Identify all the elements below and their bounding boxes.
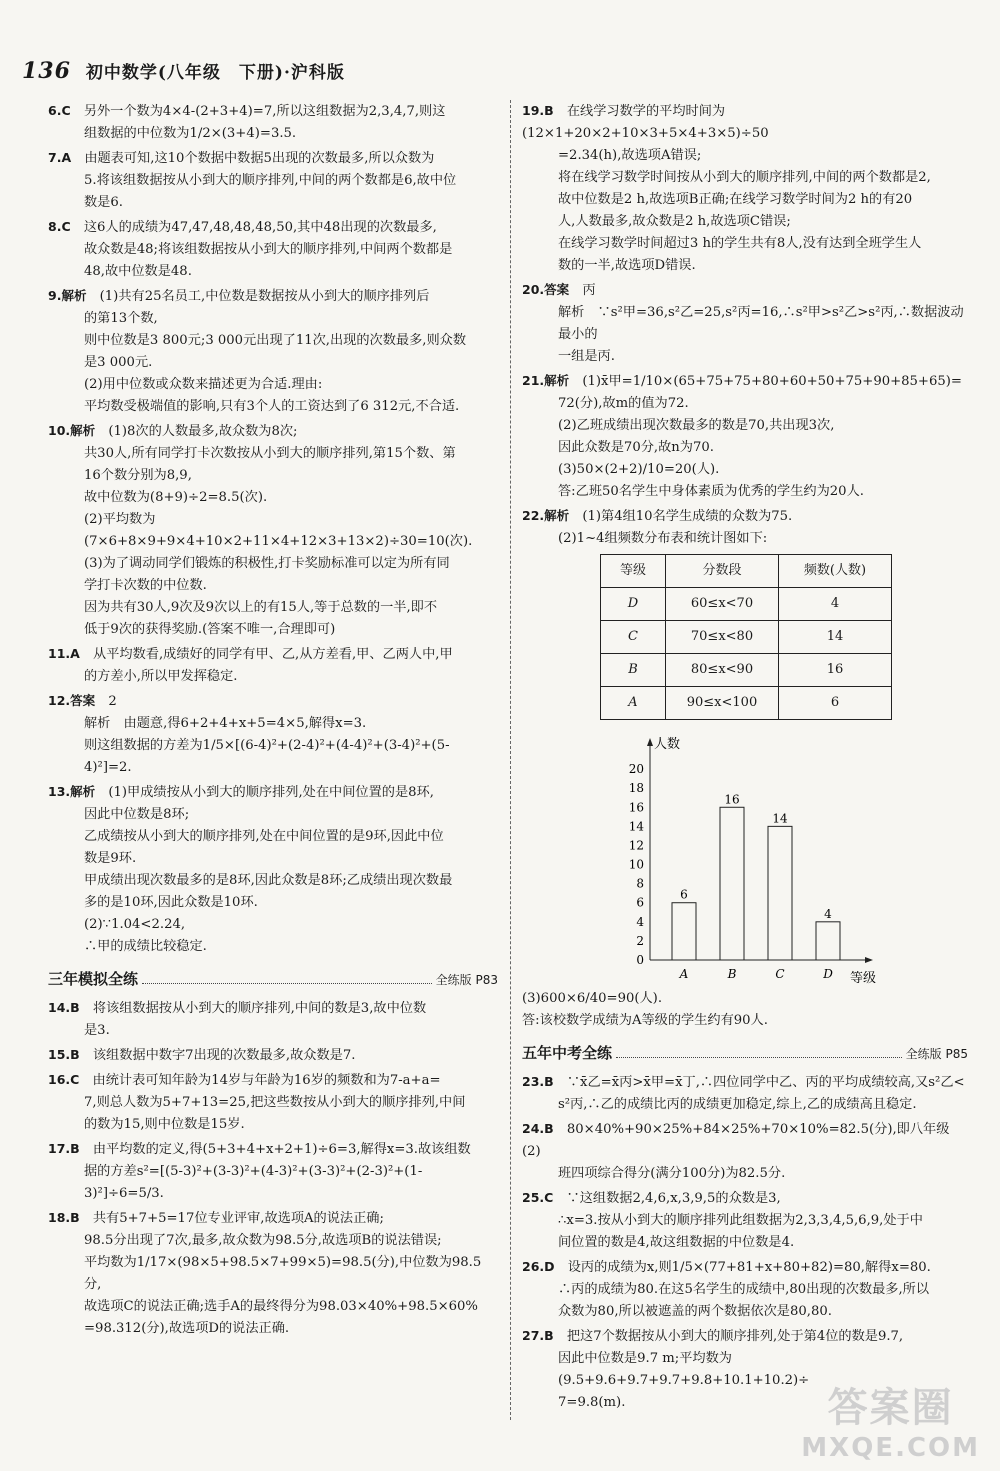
watermark <box>801 1376 980 1463</box>
answer-text: 由平均数的定义,得(5+3+4+x+2+1)÷6=3,解得x=3.故该组数 <box>92 1142 471 1157</box>
bar-value-label: 16 <box>724 792 740 807</box>
answer-item <box>522 1256 968 1323</box>
page-header <box>22 58 345 84</box>
answer-line <box>48 1207 498 1230</box>
bar-B <box>720 807 744 960</box>
answer-line: 故中位数为(8+9)÷2=8.5(次). <box>84 490 268 505</box>
answer-line: ∴甲的成绩比较稳定. <box>84 939 207 954</box>
answer-item <box>48 1207 498 1340</box>
answer-text: 2 <box>108 694 117 709</box>
answer-line: 48,故中位数是48. <box>84 264 192 279</box>
answer-line <box>48 216 498 239</box>
answer-line: 解析 由题意,得6+2+4+x+5=4×5,解得x=3. <box>84 716 367 731</box>
answer-line: 答:乙班50名学生中身体素质为优秀的学生约为20人. <box>558 484 864 499</box>
answer-number: 6.C <box>48 103 71 118</box>
y-tick-label: 8 <box>636 876 644 891</box>
answer-line: (2)乙班成绩出现次数最多的数是70,共出现3次, <box>558 418 835 433</box>
table-cell: 60≤x<70 <box>666 588 779 621</box>
answer-line: 5.将该组数据按从小到大的顺序排列,中间的两个数都是6,故中位 <box>84 173 457 188</box>
answer-line: (2)用中位数或众数来描述更为合适.理由: <box>84 377 323 392</box>
answer-number: 14.B <box>48 1000 80 1015</box>
answer-text: 丙 <box>582 283 596 298</box>
answer-line: (3)50×(2+2)/10=20(人). <box>558 462 720 477</box>
table-cell: 90≤x<100 <box>666 687 779 720</box>
answer-line: (2)平均数为(7×6+8×9+9×4+10×2+11×4+12×3+13×2)÷30=10(次). <box>84 512 473 549</box>
answer-item <box>48 643 498 688</box>
answer-line <box>522 505 968 528</box>
answer-number: 8.C <box>48 219 71 234</box>
answer-line: =98.312(分),故选项D的说法正确. <box>84 1321 290 1336</box>
table-cell: 70≤x<80 <box>666 621 779 654</box>
answer-item <box>522 1071 968 1116</box>
answer-line: 则这组数据的方差为1/5×[(6-4)²+(2-4)²+(4-4)²+(3-4)²+(5- <box>84 738 450 753</box>
answer-text: 在线学习数学的平均时间为(12×1+20×2+10×3+5×4+3×5)÷50 <box>522 104 769 141</box>
answer-text: 该组数据中数字7出现的次数最多,故众数是7. <box>92 1048 356 1063</box>
answer-item <box>522 505 968 550</box>
answer-line: 是3 000元. <box>84 355 153 370</box>
table-cell: 16 <box>779 654 892 687</box>
answer-line: 答:该校数学成绩为A等级的学生约有90人. <box>522 1013 768 1028</box>
answer-line <box>48 1138 498 1161</box>
answer-line: 因此中位数是9.7 m;平均数为(9.5+9.6+9.7+9.7+9.8+10.1+10.2)÷ <box>558 1351 810 1388</box>
answer-text: ∵x̄乙=x̄丙>x̄甲=x̄丁,∴四位同学中乙、丙的平均成绩较高,又s²乙< <box>566 1075 965 1090</box>
table-cell: C <box>601 621 666 654</box>
answer-number: 27.B <box>522 1328 554 1343</box>
y-tick-label: 16 <box>628 800 644 815</box>
answer-number: 7.A <box>48 150 72 165</box>
answer-line: 故中位数是2 h,故选项B正确;在线学习数学时间为2 h的有20 <box>558 192 913 207</box>
answer-number: 20.答案 <box>522 282 570 297</box>
answer-text: 将该组数据按从小到大的顺序排列,中间的数是3,故中位数 <box>92 1001 427 1016</box>
answer-line <box>48 1069 498 1092</box>
answer-line: s²丙,∴乙的成绩比丙的成绩更加稳定,综上,乙的成绩高且稳定. <box>558 1097 917 1112</box>
answer-item <box>48 420 498 641</box>
answer-line: 将在线学习数学时间按从小到大的顺序排列,中间的两个数都是2, <box>558 170 931 185</box>
y-tick-label: 20 <box>628 762 644 777</box>
answer-line <box>522 1256 968 1279</box>
table-row <box>601 621 892 654</box>
answer-line: 故众数是48;将该组数据按从小到大的顺序排列,中间两个数都是 <box>84 242 453 257</box>
table-cell: D <box>601 588 666 621</box>
table-cell: A <box>601 687 666 720</box>
answer-text: 80×40%+90×25%+84×25%+70×10%=82.5(分),即八年级(2) <box>522 1122 950 1159</box>
answer-item <box>522 370 968 503</box>
answer-number: 18.B <box>48 1210 80 1225</box>
answer-line: (2)∵1.04<2.24, <box>84 917 186 932</box>
answer-line: ∴x=3.按从小到大的顺序排列此组数据为2,3,3,4,5,6,9,处于中 <box>558 1213 923 1228</box>
answer-line <box>48 147 498 170</box>
answer-line: 甲成绩出现次数最多的是8环,因此众数是8环;乙成绩出现次数最 <box>84 873 453 888</box>
answer-item <box>48 1044 498 1067</box>
answer-line: 7,则总人数为5+7+13=25,把这些数按从小到大的顺序排列,中间 <box>84 1095 466 1110</box>
answer-line: 组数据的中位数为1/2×(3+4)=3.5. <box>84 126 297 141</box>
answer-line: 多的是10环,因此众数是10环. <box>84 895 258 910</box>
answer-line: 人,人数最多,故众数是2 h,故选项C错误; <box>558 214 791 229</box>
answer-number: 10.解析 <box>48 423 96 438</box>
answer-number: 11.A <box>48 646 80 661</box>
answer-item <box>522 279 968 368</box>
bar-C <box>768 826 792 960</box>
answer-line <box>522 1118 968 1163</box>
answer-text: 这6人的成绩为47,47,48,48,48,50,其中48出现的次数最多, <box>83 220 437 235</box>
section-title: 三年模拟全练 <box>48 970 139 988</box>
left-column <box>48 100 498 1342</box>
answer-number: 17.B <box>48 1141 80 1156</box>
table-header-row <box>601 555 892 588</box>
table-cell: 6 <box>779 687 892 720</box>
answer-line: =2.34(h),故选项A错误; <box>558 148 702 163</box>
answer-line: 平均数受极端值的影响,只有3个人的工资达到了6 312元,不合适. <box>84 399 460 414</box>
table-cell: B <box>601 654 666 687</box>
y-axis-arrow <box>647 738 653 746</box>
answer-line <box>48 643 498 666</box>
bar-chart <box>602 728 882 988</box>
x-tick-label: B <box>727 967 737 981</box>
table-row <box>601 654 892 687</box>
watermark-site: MXQE.COM <box>801 1433 980 1463</box>
section-leader-dots <box>616 1049 902 1058</box>
answer-text: 共有5+7+5=17位专业评审,故选项A的说法正确; <box>92 1211 384 1226</box>
table-cell: 14 <box>779 621 892 654</box>
answer-line <box>522 1071 968 1094</box>
answer-line <box>522 279 968 302</box>
y-axis-label: 人数 <box>654 737 681 752</box>
answer-line: (3)为了调动同学们锻炼的积极性,打卡奖励标准可以定为所有同 <box>84 556 450 571</box>
book-title: 初中数学(八年级 下册)·沪科版 <box>85 63 345 83</box>
answer-line: 的数为15,则中位数是15岁. <box>84 1117 245 1132</box>
answer-number: 24.B <box>522 1121 554 1136</box>
answer-item <box>48 997 498 1042</box>
answer-number: 15.B <box>48 1047 80 1062</box>
answer-line: 因此中位数是8环; <box>84 807 190 822</box>
bar-value-label: 14 <box>772 811 788 826</box>
frequency-table <box>600 554 892 720</box>
answer-item <box>48 100 498 145</box>
answer-number: 13.解析 <box>48 784 96 799</box>
answer-line <box>522 100 968 145</box>
watermark-logo-text: 答案圈 <box>827 1385 954 1431</box>
answer-line: 乙成绩按从小到大的顺序排列,处在中间位置的是9环,因此中位 <box>84 829 444 844</box>
section-ref: 全练版 P85 <box>905 1047 968 1061</box>
answer-line: 学打卡次数的中位数. <box>84 578 207 593</box>
answer-item <box>522 100 968 277</box>
answer-item <box>48 147 498 214</box>
bar-A <box>672 903 696 960</box>
answer-item <box>48 1069 498 1136</box>
table-row <box>601 687 892 720</box>
y-tick-label: 2 <box>636 933 644 948</box>
answer-number: 16.C <box>48 1072 80 1087</box>
answer-line: 数是9环. <box>84 851 137 866</box>
answer-line <box>48 781 498 804</box>
answer-line: 据的方差s²=[(5-3)²+(3-3)²+(4-3)²+(3-3)²+(2-3)²+(1- <box>84 1164 423 1179</box>
answer-line: 3)²]÷6=5/3. <box>84 1186 164 1201</box>
x-tick-label: C <box>775 967 785 981</box>
y-tick-label: 6 <box>636 895 644 910</box>
y-tick-label: 14 <box>628 819 644 834</box>
answer-line: 因此众数是70分,故n为70. <box>558 440 714 455</box>
answer-line: 解析 ∵s²甲=36,s²乙=25,s²丙=16,∴s²甲>s²乙>s²丙,∴数据波动最小的 <box>558 305 964 342</box>
x-axis-label: 等级 <box>850 971 877 986</box>
answer-line <box>522 1325 968 1348</box>
answer-number: 26.D <box>522 1259 555 1274</box>
answer-number: 12.答案 <box>48 693 96 708</box>
answer-line <box>522 370 968 393</box>
section-title: 五年中考全练 <box>522 1044 613 1062</box>
answer-number: 19.B <box>522 103 554 118</box>
table-row <box>601 588 892 621</box>
answer-text: (1)第4组10名学生成绩的众数为75. <box>582 509 793 524</box>
answer-line <box>48 285 498 308</box>
answer-line: 则中位数是3 800元;3 000元出现了11次,出现的次数最多,则众数 <box>84 333 467 348</box>
answer-line: 因为共有30人,9次及9次以上的有15人,等于总数的一半,即不 <box>84 600 438 615</box>
answer-number: 9.解析 <box>48 288 87 303</box>
answer-line: 16个数分别为8,9, <box>84 468 192 483</box>
answer-line: 间位置的数是4,故这组数据的中位数是4. <box>558 1235 795 1250</box>
answer-line: 是3. <box>84 1023 110 1038</box>
table-header-cell: 频数(人数) <box>779 555 892 588</box>
y-tick-label: 18 <box>628 781 644 796</box>
answer-line <box>48 100 498 123</box>
answer-item <box>48 690 498 779</box>
table-header-cell: 分数段 <box>666 555 779 588</box>
answer-text: (1)共有25名员工,中位数是数据按从小到大的顺序排列后 <box>99 289 430 304</box>
section-leader-dots <box>142 975 432 984</box>
bar-D <box>816 922 840 960</box>
answer-line: 在线学习数学时间超过3 h的学生共有8人,没有达到全班学生人 <box>558 236 922 251</box>
answer-line: (3)600×6/40=90(人). <box>522 991 663 1006</box>
y-tick-label: 10 <box>628 857 644 872</box>
answer-item <box>522 1118 968 1185</box>
y-tick-label: 0 <box>636 953 644 967</box>
answer-text: 由题表可知,这10个数据中数据5出现的次数最多,所以众数为 <box>84 151 435 166</box>
x-tick-label: D <box>823 967 833 981</box>
answer-line: 共30人,所有同学打卡次数按从小到大的顺序排列,第15个数、第 <box>84 446 456 461</box>
answer-line <box>48 1044 498 1067</box>
bar-value-label: 4 <box>824 906 832 921</box>
answer-text: 把这7个数据按从小到大的顺序排列,处于第4位的数是9.7, <box>566 1329 904 1344</box>
answer-line: (2)1~4组频数分布表和统计图如下: <box>558 531 768 546</box>
answer-line: 数是6. <box>84 195 123 210</box>
answer-line: 98.5分出现了7次,最多,故众数为98.5分,故选项B的说法错误; <box>84 1233 442 1248</box>
answer-number: 21.解析 <box>522 373 570 388</box>
answer-line: 众数为80,所以被遮盖的两个数据依次是80,80. <box>558 1304 832 1319</box>
answer-text: (1)甲成绩按从小到大的顺序排列,处在中间位置的是8环, <box>108 785 434 800</box>
answer-number: 23.B <box>522 1074 554 1089</box>
answer-line: 一组是丙. <box>558 349 615 364</box>
answer-line: 故选项C的说法正确;选手A的最终得分为98.03×40%+98.5×60% <box>84 1299 478 1314</box>
answer-line <box>522 1187 968 1210</box>
answer-line <box>48 420 498 443</box>
answer-line: 数的一半,故选项D错误. <box>558 258 696 273</box>
answer-line: 的第13个数, <box>84 311 158 326</box>
answer-number: 25.C <box>522 1190 554 1205</box>
answer-line: 7=9.8(m). <box>558 1395 626 1410</box>
answer-item <box>48 781 498 958</box>
answer-line: 4)²]=2. <box>84 760 132 775</box>
answer-line: 平均数为1/17×(98×5+98.5×7+99×5)=98.5(分),中位数为98.5分, <box>84 1255 482 1292</box>
answer-text: 设丙的成绩为x,则1/5×(77+81+x+80+82)=80,解得x=80. <box>567 1260 931 1275</box>
answer-text: 从平均数看,成绩好的同学有甲、乙,从方差看,甲、乙两人中,甲 <box>93 647 453 662</box>
answer-line: 班四项综合得分(满分100分)为82.5分. <box>558 1166 786 1181</box>
answer-line <box>48 690 498 713</box>
bar-value-label: 6 <box>680 887 688 902</box>
answer-line: 72(分),故m的值为72. <box>558 396 689 411</box>
section-heading <box>522 1042 968 1065</box>
answer-text: (1)x̄甲=1/10×(65+75+75+80+60+50+75+90+85+65)= <box>582 374 962 389</box>
answer-item <box>48 285 498 418</box>
section-ref: 全练版 P83 <box>435 973 498 987</box>
page-number: 136 <box>22 58 71 84</box>
answer-number: 22.解析 <box>522 508 570 523</box>
answer-item <box>48 1138 498 1205</box>
answer-text: ∵这组数据2,4,6,x,3,9,5的众数是3, <box>566 1191 781 1206</box>
answer-line <box>48 997 498 1020</box>
answer-text: (1)8次的人数最多,故众数为8次; <box>108 424 298 439</box>
section-heading <box>48 968 498 991</box>
answer-line: 低于9次的获得奖励.(答案不唯一,合理即可) <box>84 622 336 637</box>
y-tick-label: 4 <box>636 914 644 929</box>
answer-text: 由统计表可知年龄为14岁与年龄为16岁的频数和为7-a+a= <box>92 1073 441 1088</box>
answer-item <box>522 1187 968 1254</box>
table-cell: 80≤x<90 <box>666 654 779 687</box>
answer-item <box>48 216 498 283</box>
answer-text: 另外一个数为4×4-(2+3+4)=7,所以这组数据为2,3,4,7,则这 <box>83 104 446 119</box>
table-cell: 4 <box>779 588 892 621</box>
x-tick-label: A <box>679 967 689 981</box>
answer-line: 的方差小,所以甲发挥稳定. <box>84 669 238 684</box>
table-header-cell: 等级 <box>601 555 666 588</box>
column-divider <box>510 100 511 1420</box>
right-column <box>522 100 968 1416</box>
answer-line: ∴丙的成绩为80.在这5名学生的成绩中,80出现的次数最多,所以 <box>558 1282 930 1297</box>
x-axis-arrow <box>865 957 873 963</box>
y-tick-label: 12 <box>628 838 644 853</box>
